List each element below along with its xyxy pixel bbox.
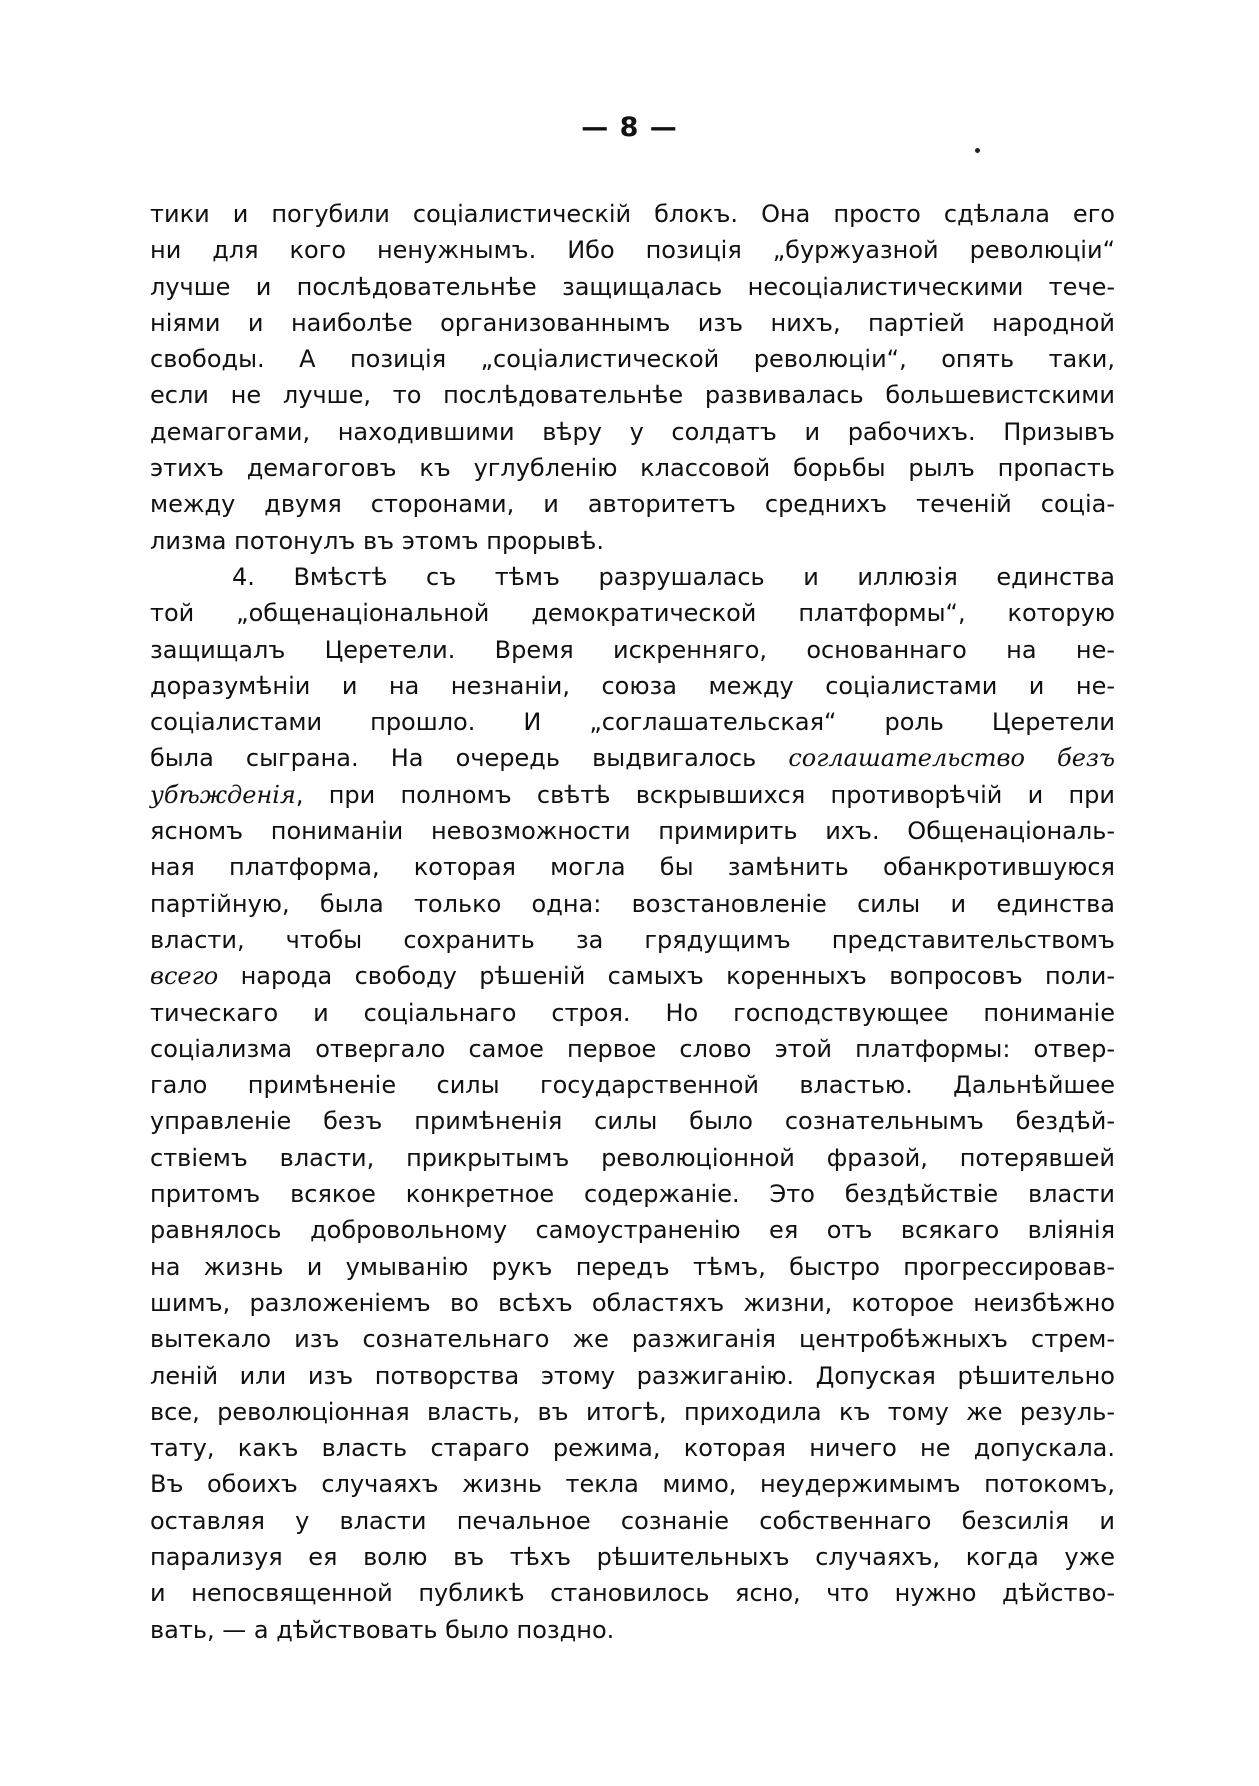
page-number: — 8 — <box>581 112 678 143</box>
text-line: на жизнь и умыванію рукъ передъ тѣмъ, быстро прогрессировав- <box>150 1252 1115 1281</box>
text-line: управленіе безъ примѣненія силы было сознательнымъ бездѣй- <box>150 1107 1115 1136</box>
text-line: если не лучше, то послѣдовательнѣе развивалась большевистскими <box>150 381 1115 410</box>
text-line: тики и погубили соціалистическій блокъ. Она просто сдѣлала его <box>150 200 1115 228</box>
line-segment: , при полномъ свѣтѣ вскрывшихся противорѣчій и при <box>295 780 1115 809</box>
text-line: оставляя у власти печальное сознаніе собственнаго безсилія и <box>150 1506 1115 1535</box>
text-line: вытекало изъ сознательнаго же разжиганія центробѣжныхъ стрем- <box>150 1325 1115 1354</box>
text-line: парализуя ея волю въ тѣхъ рѣшительныхъ случаяхъ, когда уже <box>150 1542 1115 1571</box>
italic-phrase: соглашательство безъ <box>788 744 1115 773</box>
ink-speck <box>975 148 980 153</box>
paragraph-end-line: лизма потонулъ въ этомъ прорывѣ. <box>150 526 604 555</box>
text-line: защищалъ Церетели. Время искренняго, основаннаго на не- <box>150 635 1115 664</box>
text-line: между двумя сторонами, и авторитетъ среднихъ теченій соціа- <box>150 490 1115 519</box>
text-line: притомъ всякое конкретное содержаніе. Это бездѣйствіе власти <box>150 1180 1115 1209</box>
text-line: шимъ, разложеніемъ во всѣхъ областяхъ жизни, которое неизбѣжно <box>150 1288 1115 1317</box>
text-line: доразумѣніи и на незнаніи, союза между соціалистами и не- <box>150 671 1115 700</box>
text-line: ни для кого ненужнымъ. Ибо позиція „буржуазной революціи“ <box>150 236 1115 265</box>
text-line: тическаго и соціальнаго строя. Но господствующее пониманіе <box>150 998 1115 1027</box>
text-line: все, революціонная власть, въ итогѣ, приходила къ тому же резуль- <box>150 1397 1115 1426</box>
text-line: тату, какъ власть стараго режима, которая ничего не допускала. <box>150 1434 1115 1463</box>
line-segment: была сыграна. На очередь выдвигалось <box>150 744 789 773</box>
text-line <box>150 958 1115 994</box>
text-line: ніями и наиболѣе организованнымъ изъ нихъ, партіей народной <box>150 308 1115 337</box>
text-line: соціализма отвергало самое первое слово этой платформы: отвер- <box>150 1034 1115 1063</box>
text-line: ствіемъ власти, прикрытымъ революціонной фразой, потерявшей <box>150 1143 1115 1172</box>
text-line: Въ обоихъ случаяхъ жизнь текла мимо, неудержимымъ потокомъ, <box>150 1470 1115 1499</box>
text-line: леній или изъ потворства этому разжиганію. Допуская рѣшительно <box>150 1361 1115 1390</box>
paragraph-4-first-line: 4. Вмѣстѣ съ тѣмъ разрушалась и иллюзія единства <box>232 562 1115 591</box>
text-line: соціалистами прошло. И „соглашательская“ роль Церетели <box>150 708 1115 737</box>
body-text <box>150 196 1115 1648</box>
text-line: этихъ демагоговъ къ углубленію классовой борьбы рылъ пропасть <box>150 454 1115 483</box>
text-line: демагогами, находившими вѣру у солдатъ и рабочихъ. Призывъ <box>150 417 1115 446</box>
text-line: лучше и послѣдовательнѣе защищалась несоціалистическими тече- <box>150 272 1115 301</box>
text-line <box>150 777 1115 813</box>
text-line: ясномъ пониманіи невозможности примирить ихъ. Общенаціональ- <box>150 817 1115 846</box>
italic-word: всего <box>150 962 219 991</box>
text-line <box>150 740 1115 776</box>
text-line: партійную, была только одна: возстановленіе силы и единства <box>150 889 1115 918</box>
text-line: ная платформа, которая могла бы замѣнить обанкротившуюся <box>150 853 1115 882</box>
text-line: и непосвященной публикѣ становилось ясно, что нужно дѣйство- <box>150 1579 1115 1608</box>
text-line: той „общенаціональной демократической платформы“, которую <box>150 599 1115 628</box>
italic-phrase: убѣжденія <box>150 780 296 809</box>
text-line: свободы. А позиція „соціалистической революціи“, опять таки, <box>150 345 1115 374</box>
paragraph-end-line: вать, — а дѣйствовать было поздно. <box>150 1615 615 1644</box>
text-line: власти, чтобы сохранить за грядущимъ представительствомъ <box>150 925 1115 954</box>
text-line: равнялось добровольному самоустраненію ея отъ всякаго вліянія <box>150 1216 1115 1245</box>
line-segment: народа свободу рѣшеній самыхъ коренныхъ вопросовъ поли- <box>218 962 1115 991</box>
text-line: гало примѣненіе силы государственной властью. Дальнѣйшее <box>150 1071 1115 1100</box>
